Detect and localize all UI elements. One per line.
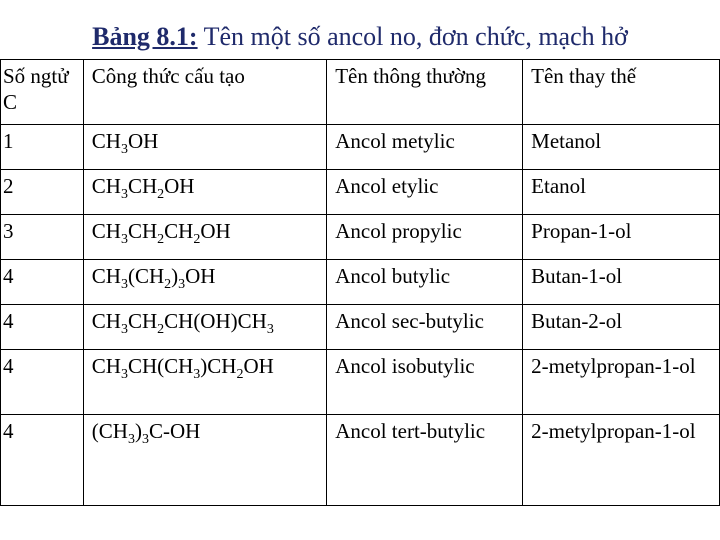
iupac-name: Propan-1-ol — [523, 215, 720, 260]
table-row — [1, 350, 720, 415]
common-name: Ancol butylic — [327, 260, 523, 305]
carbon-count: 2 — [1, 170, 84, 215]
table-row — [1, 170, 720, 215]
formula: $(CH_3)_3C-OH$ — [83, 415, 326, 506]
table-label: Bảng 8.1: — [92, 22, 198, 51]
carbon-count: 4 — [1, 260, 84, 305]
table-row — [1, 260, 720, 305]
formula: $CH_3CH_2CH_2OH$ — [83, 215, 326, 260]
iupac-name: Butan-1-ol — [523, 260, 720, 305]
carbon-count: 4 — [1, 305, 84, 350]
common-name: Ancol etylic — [327, 170, 523, 215]
iupac-name: Metanol — [523, 125, 720, 170]
header-carbon-count: Số ngtử C — [1, 60, 84, 125]
formula: $CH_3CH_2CH(OH)CH_3$ — [83, 305, 326, 350]
ancol-table — [0, 59, 720, 506]
table-row — [1, 125, 720, 170]
header-common-name: Tên thông thường — [327, 60, 523, 125]
table-row — [1, 215, 720, 260]
formula: $CH_3CH(CH_3)CH_2OH$ — [83, 350, 326, 415]
carbon-count: 4 — [1, 350, 84, 415]
table-row — [1, 415, 720, 506]
formula: $CH_3OH$ — [83, 125, 326, 170]
formula: $CH_3CH_2OH$ — [83, 170, 326, 215]
common-name: Ancol isobutylic — [327, 350, 523, 415]
carbon-count: 4 — [1, 415, 84, 506]
common-name: Ancol tert-butylic — [327, 415, 523, 506]
iupac-name: 2-metylpropan-1-ol — [523, 350, 720, 415]
formula: $CH_3(CH_2)_3OH$ — [83, 260, 326, 305]
common-name: Ancol propylic — [327, 215, 523, 260]
table-caption: Tên một số ancol no, đơn chức, mạch hở — [197, 22, 628, 51]
carbon-count: 1 — [1, 125, 84, 170]
table-row — [1, 305, 720, 350]
page-title — [0, 20, 720, 54]
carbon-count: 3 — [1, 215, 84, 260]
iupac-name: Butan-2-ol — [523, 305, 720, 350]
header-iupac-name: Tên thay thế — [523, 60, 720, 125]
header-row — [1, 60, 720, 125]
header-formula: Công thức cấu tạo — [83, 60, 326, 125]
iupac-name: Etanol — [523, 170, 720, 215]
common-name: Ancol sec-butylic — [327, 305, 523, 350]
iupac-name: 2-metylpropan-1-ol — [523, 415, 720, 506]
common-name: Ancol metylic — [327, 125, 523, 170]
